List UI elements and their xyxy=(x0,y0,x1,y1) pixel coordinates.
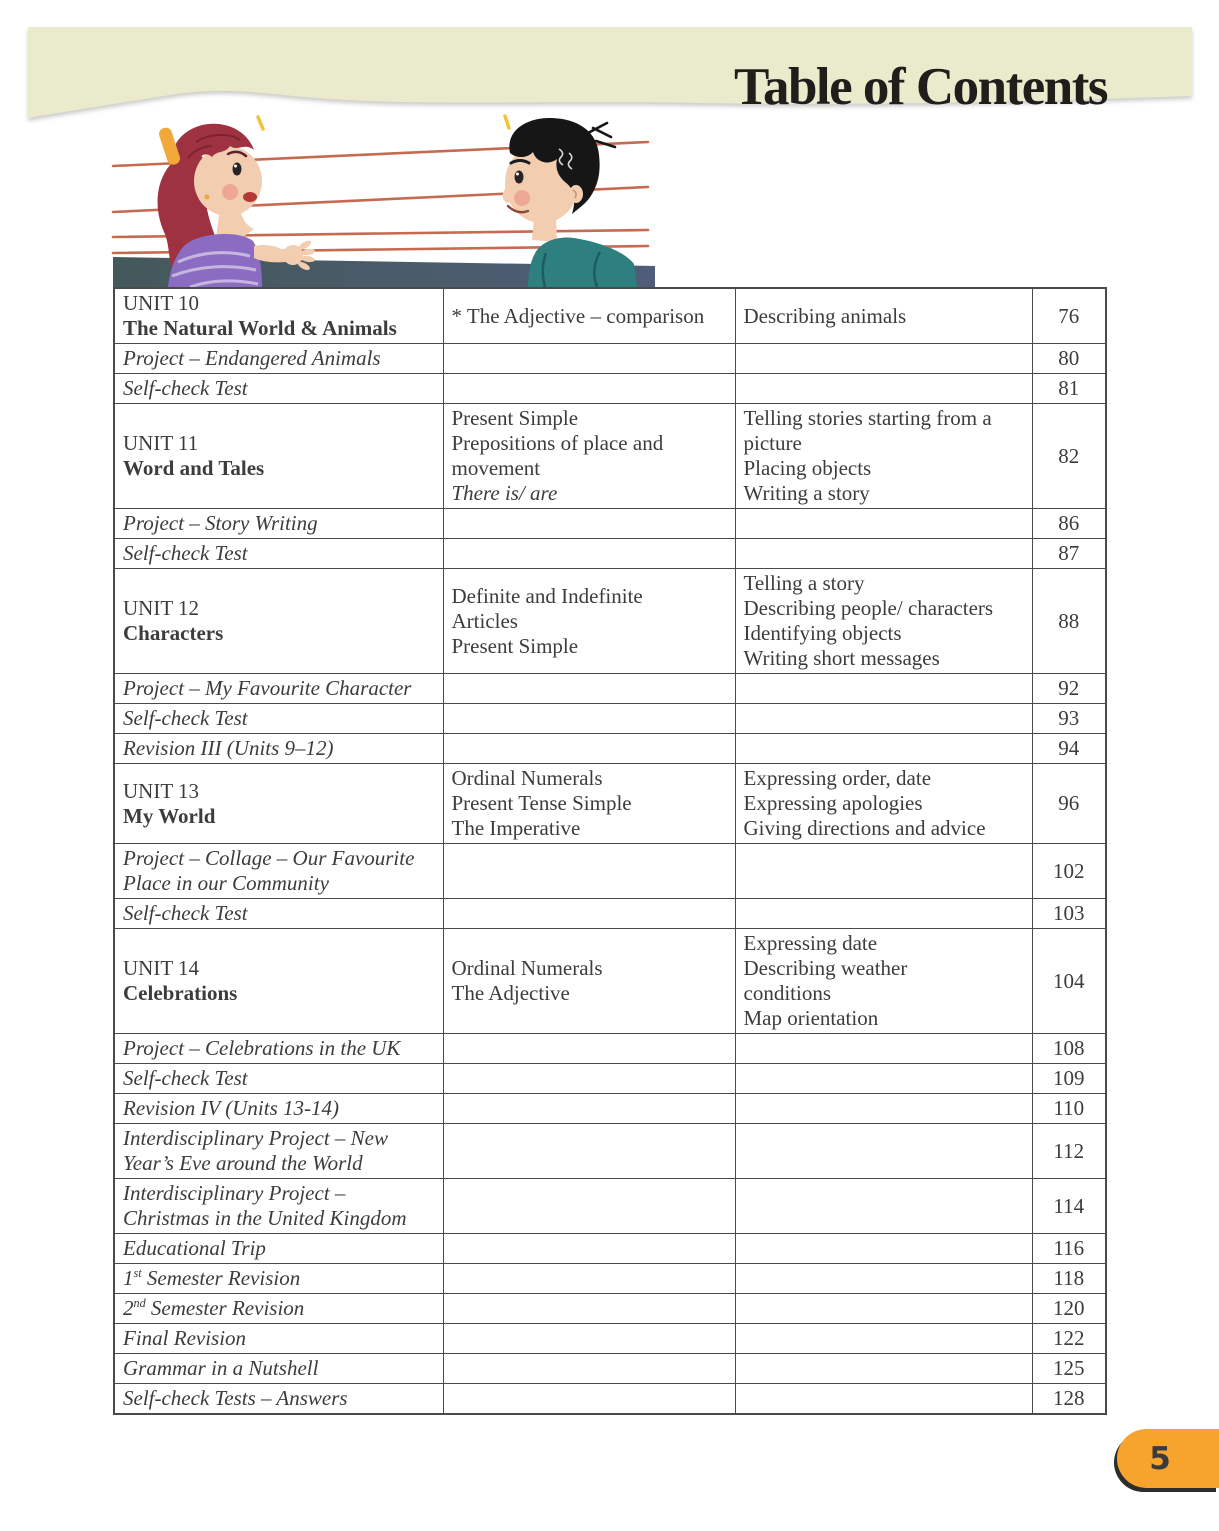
cell-grammar xyxy=(443,1179,735,1234)
cell-grammar xyxy=(443,704,735,734)
cell-title: Revision III (Units 9–12) xyxy=(114,734,443,764)
cell-page: 102 xyxy=(1032,844,1106,899)
cell-title: Self-check Test xyxy=(114,704,443,734)
cell-functions: Describing animals xyxy=(735,288,1032,344)
cell-title: 1st Semester Revision xyxy=(114,1264,443,1294)
cell-title: UNIT 14 Celebrations xyxy=(114,929,443,1034)
toc-row xyxy=(114,539,1106,569)
cell-page: 86 xyxy=(1032,509,1106,539)
cell-title: Project – Endangered Animals xyxy=(114,344,443,374)
girl-talking-icon xyxy=(157,124,315,287)
cell-grammar xyxy=(443,1384,735,1415)
cell-title: UNIT 12 Characters xyxy=(114,569,443,674)
cell-functions xyxy=(735,899,1032,929)
cell-functions xyxy=(735,344,1032,374)
toc-row xyxy=(114,1064,1106,1094)
toc-row xyxy=(114,288,1106,344)
cell-title: Interdisciplinary Project – Christmas in the United Kingdom xyxy=(114,1179,443,1234)
cell-title: Grammar in a Nutshell xyxy=(114,1354,443,1384)
cell-title: Project – Celebrations in the UK xyxy=(114,1034,443,1064)
cell-functions xyxy=(735,1264,1032,1294)
cell-grammar xyxy=(443,1354,735,1384)
toc-row xyxy=(114,1324,1106,1354)
cell-functions xyxy=(735,1034,1032,1064)
kids-talking-illustration xyxy=(110,112,660,288)
cell-title: Self-check Test xyxy=(114,899,443,929)
cell-title: Project – My Favourite Character xyxy=(114,674,443,704)
cell-grammar xyxy=(443,1064,735,1094)
cell-grammar: Definite and Indefinite Articles Present Simple xyxy=(443,569,735,674)
cell-grammar xyxy=(443,1264,735,1294)
toc-row xyxy=(114,1234,1106,1264)
cell-title: Self-check Test xyxy=(114,539,443,569)
cell-grammar: Ordinal Numerals Present Tense Simple The Imperative xyxy=(443,764,735,844)
cell-title: Project – Story Writing xyxy=(114,509,443,539)
cell-functions xyxy=(735,1179,1032,1234)
toc-row xyxy=(114,734,1106,764)
cell-title: UNIT 11 Word and Tales xyxy=(114,404,443,509)
toc-table xyxy=(113,287,1107,1415)
cell-grammar xyxy=(443,1294,735,1324)
cell-functions: Expressing order, date Expressing apologies Giving directions and advice xyxy=(735,764,1032,844)
cell-grammar xyxy=(443,1234,735,1264)
toc-row xyxy=(114,1294,1106,1324)
toc-row xyxy=(114,764,1106,844)
cell-functions xyxy=(735,1324,1032,1354)
cell-functions: Expressing date Describing weather conditions Map orientation xyxy=(735,929,1032,1034)
cell-page: 103 xyxy=(1032,899,1106,929)
cell-title: Project – Collage – Our Favourite Place in our Community xyxy=(114,844,443,899)
toc-row xyxy=(114,1264,1106,1294)
toc-row xyxy=(114,1094,1106,1124)
cell-functions xyxy=(735,1124,1032,1179)
toc-row xyxy=(114,674,1106,704)
cell-grammar: * The Adjective – comparison xyxy=(443,288,735,344)
cell-functions: Telling stories starting from a picture Placing objects Writing a story xyxy=(735,404,1032,509)
toc-row xyxy=(114,569,1106,674)
cell-functions xyxy=(735,1064,1032,1094)
page-number-badge xyxy=(1117,1429,1219,1488)
cell-page: 108 xyxy=(1032,1034,1106,1064)
cell-grammar xyxy=(443,1034,735,1064)
cell-page: 94 xyxy=(1032,734,1106,764)
cell-page: 82 xyxy=(1032,404,1106,509)
cell-title: Revision IV (Units 13-14) xyxy=(114,1094,443,1124)
page-title: Table of Contents xyxy=(733,58,1107,116)
cell-functions xyxy=(735,674,1032,704)
cell-title: Final Revision xyxy=(114,1324,443,1354)
toc-row xyxy=(114,899,1106,929)
toc-row xyxy=(114,1034,1106,1064)
cell-page: 114 xyxy=(1032,1179,1106,1234)
cell-page: 120 xyxy=(1032,1294,1106,1324)
cell-functions xyxy=(735,1384,1032,1415)
page-number: 5 xyxy=(1149,1440,1171,1477)
toc-row xyxy=(114,509,1106,539)
cell-functions xyxy=(735,704,1032,734)
cell-page: 87 xyxy=(1032,539,1106,569)
cell-grammar xyxy=(443,539,735,569)
cell-page: 81 xyxy=(1032,374,1106,404)
cell-title: UNIT 13 My World xyxy=(114,764,443,844)
cell-page: 116 xyxy=(1032,1234,1106,1264)
cell-page: 118 xyxy=(1032,1264,1106,1294)
cell-title: Self-check Test xyxy=(114,374,443,404)
cell-functions xyxy=(735,734,1032,764)
cell-grammar xyxy=(443,1094,735,1124)
cell-title: Self-check Tests – Answers xyxy=(114,1384,443,1415)
cell-grammar xyxy=(443,509,735,539)
cell-grammar xyxy=(443,344,735,374)
cell-functions xyxy=(735,539,1032,569)
cell-functions xyxy=(735,1094,1032,1124)
cell-grammar xyxy=(443,899,735,929)
toc-row xyxy=(114,1384,1106,1415)
toc-row xyxy=(114,404,1106,509)
cell-page: 88 xyxy=(1032,569,1106,674)
sparkle-icon xyxy=(258,116,509,129)
cell-grammar xyxy=(443,1324,735,1354)
cell-title: Educational Trip xyxy=(114,1234,443,1264)
toc-row xyxy=(114,1354,1106,1384)
cell-page: 76 xyxy=(1032,288,1106,344)
cell-functions xyxy=(735,1294,1032,1324)
cell-grammar: Present Simple Prepositions of place and movement There is/ are xyxy=(443,404,735,509)
cell-title: Self-check Test xyxy=(114,1064,443,1094)
toc-row xyxy=(114,1179,1106,1234)
toc-row xyxy=(114,344,1106,374)
cell-page: 128 xyxy=(1032,1384,1106,1415)
cell-page: 92 xyxy=(1032,674,1106,704)
toc-row xyxy=(114,929,1106,1034)
cell-grammar xyxy=(443,1124,735,1179)
cell-page: 125 xyxy=(1032,1354,1106,1384)
cell-functions xyxy=(735,1354,1032,1384)
cell-grammar xyxy=(443,734,735,764)
cell-functions xyxy=(735,374,1032,404)
cell-title: 2nd Semester Revision xyxy=(114,1294,443,1324)
cell-title: Interdisciplinary Project – New Year’s Eve around the World xyxy=(114,1124,443,1179)
toc-row xyxy=(114,844,1106,899)
cell-page: 93 xyxy=(1032,704,1106,734)
cell-page: 122 xyxy=(1032,1324,1106,1354)
toc-row xyxy=(114,704,1106,734)
cell-title: UNIT 10 The Natural World & Animals xyxy=(114,288,443,344)
toc-table-body xyxy=(114,288,1106,1414)
toc-row xyxy=(114,1124,1106,1179)
cell-grammar xyxy=(443,674,735,704)
cell-functions xyxy=(735,844,1032,899)
cell-page: 110 xyxy=(1032,1094,1106,1124)
cell-functions xyxy=(735,509,1032,539)
cell-page: 112 xyxy=(1032,1124,1106,1179)
cell-grammar xyxy=(443,844,735,899)
cell-page: 109 xyxy=(1032,1064,1106,1094)
cell-page: 104 xyxy=(1032,929,1106,1034)
cell-functions xyxy=(735,1234,1032,1264)
cell-grammar: Ordinal Numerals The Adjective xyxy=(443,929,735,1034)
cell-page: 96 xyxy=(1032,764,1106,844)
cell-functions: Telling a story Describing people/ characters Identifying objects Writing short messages xyxy=(735,569,1032,674)
cell-grammar xyxy=(443,374,735,404)
toc-row xyxy=(114,374,1106,404)
cell-page: 80 xyxy=(1032,344,1106,374)
